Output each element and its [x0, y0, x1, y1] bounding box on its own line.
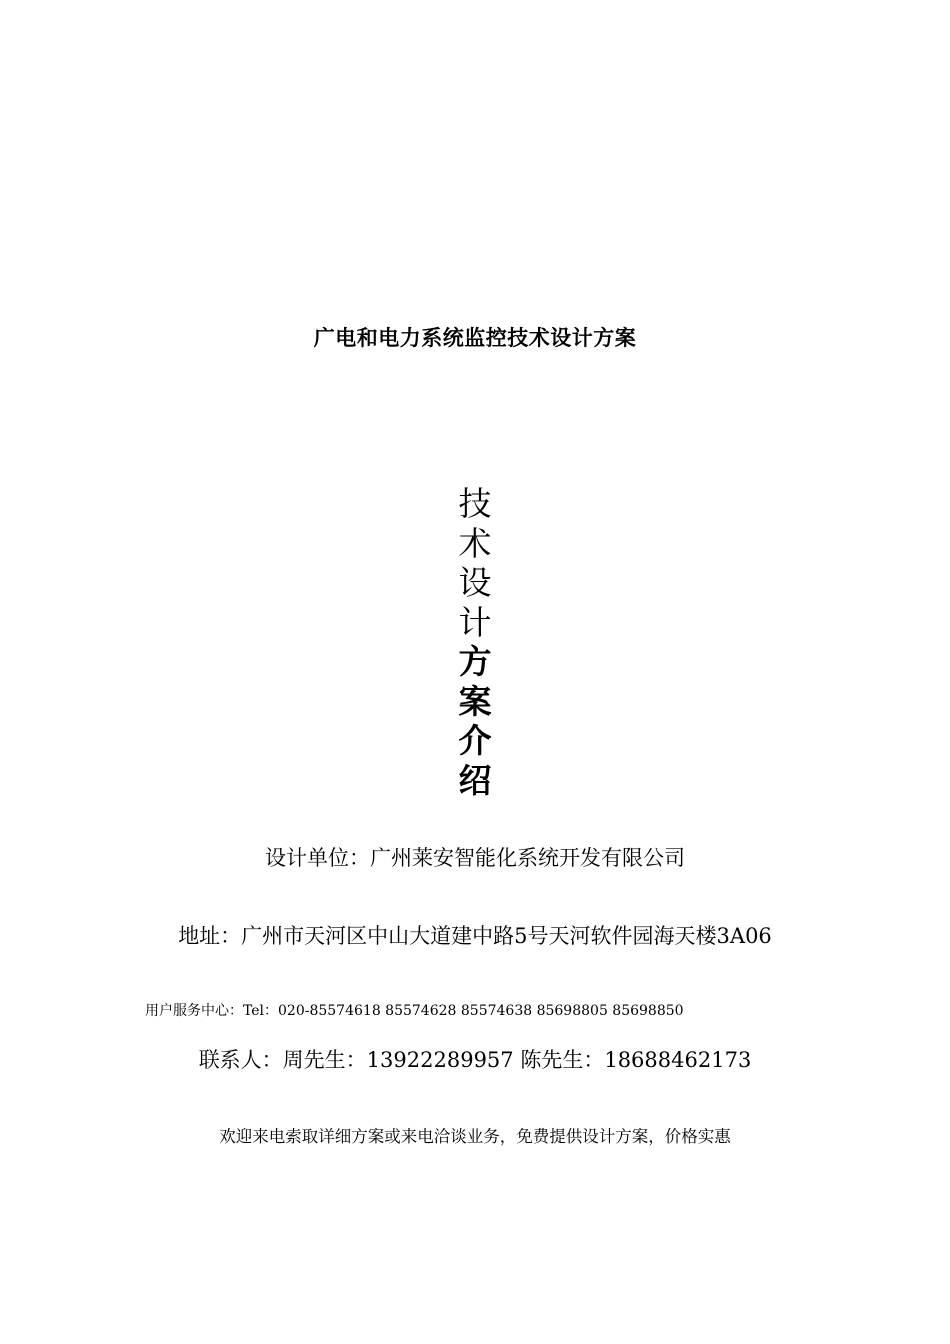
address-line: 地址：广州市天河区中山大道建中路5号天河软件园海天楼3A06 [178, 924, 772, 948]
heading-char: 方 [458, 642, 492, 681]
welcome-line: 欢迎来电索取详细方案或来电洽谈业务，免费提供设计方案，价格实惠 [219, 1127, 731, 1146]
service-center-line: 用户服务中心：Tel：020-85574618 85574628 85574638 85698805 85698850 [145, 1003, 684, 1019]
heading-char: 计 [458, 602, 492, 642]
document-title: 广电和电力系统监控技术设计方案 [313, 326, 637, 350]
heading-char: 设 [458, 563, 492, 602]
vertical-heading [0, 484, 950, 800]
heading-char: 技 [458, 484, 492, 523]
contact-line: 联系人：周先生：13922289957 陈先生：18688462173 [198, 1048, 752, 1072]
heading-char: 案 [458, 681, 492, 721]
heading-char: 介 [458, 721, 492, 760]
heading-char: 术 [458, 523, 492, 563]
design-unit-line: 设计单位：广州莱安智能化系统开发有限公司 [265, 846, 685, 870]
heading-char: 绍 [458, 760, 492, 800]
